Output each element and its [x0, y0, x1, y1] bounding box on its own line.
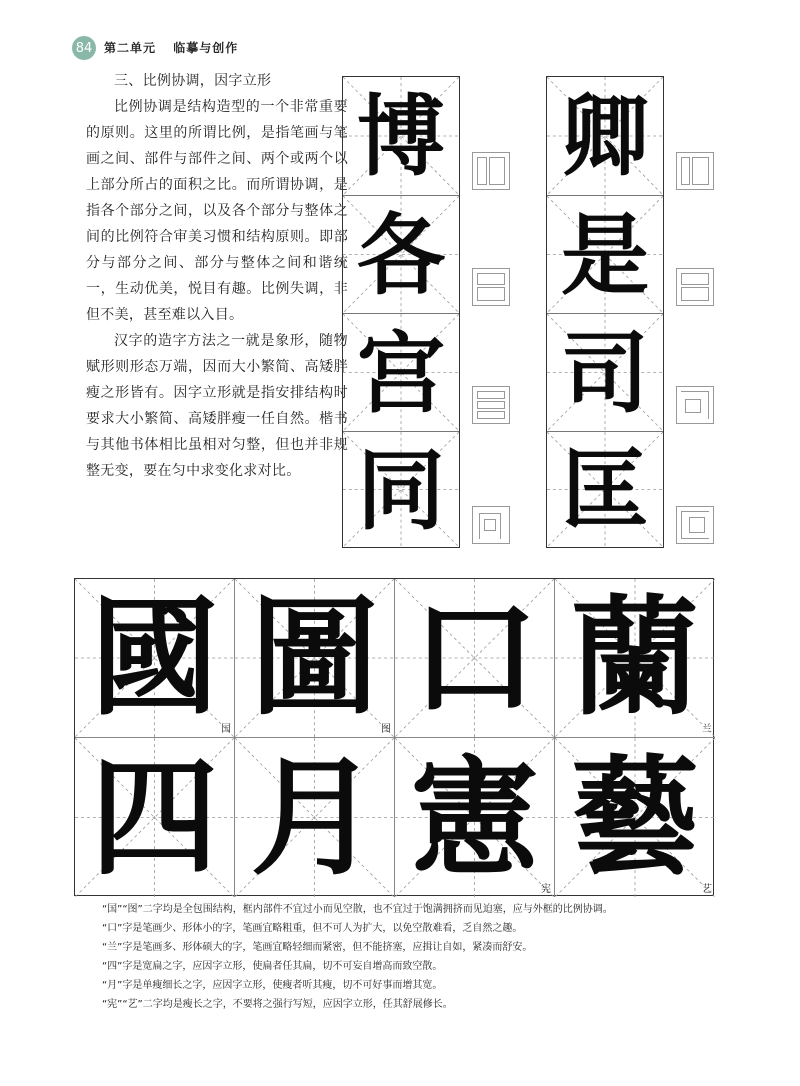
unit-label: 第二单元 — [104, 41, 157, 55]
section-label: 临摹与创作 — [173, 41, 239, 55]
calligraphy-cell — [547, 195, 663, 313]
grid-char: 四 — [90, 742, 219, 893]
simplified-tag: 艺 — [702, 884, 712, 895]
grid-char: 藝 — [570, 742, 699, 893]
simplified-tag: 兰 — [702, 724, 712, 735]
calligraphy-cell — [547, 431, 663, 547]
caption-line: “月”字是单瘦细长之字，应因字立形，使瘦者听其瘦，切不可好事而增其宽。 — [102, 980, 443, 991]
calligraphy-char: 各 — [356, 202, 445, 307]
caption-line: “兰”字是笔画多、形体硕大的字，笔画宜略轻细而紧密，但不能挤塞，应揖让自如，紧凑而舒安。 — [102, 942, 533, 953]
grid-cell — [555, 579, 715, 738]
calligraphy-cell — [547, 77, 663, 195]
simplified-tag: 图 — [381, 724, 391, 735]
calligraphy-grid — [74, 578, 714, 896]
grid-cell — [555, 738, 715, 897]
caption-notes — [102, 900, 722, 1014]
grid-char: 憲 — [410, 742, 539, 893]
simplified-tag: 宪 — [541, 884, 551, 895]
structure-diagram-top-bottom — [472, 268, 510, 306]
calligraphy-char: 司 — [560, 320, 649, 425]
grid-char: 月 — [250, 742, 379, 893]
grid-cell — [75, 579, 235, 738]
section-title: 三、比例协调，因字立形 — [114, 73, 272, 89]
body-text — [86, 68, 348, 484]
grid-cell — [235, 738, 395, 897]
calligraphy-char: 同 — [356, 437, 445, 542]
caption-line: “国”“图”二字均是全包围结构，框内部件不宜过小而见空散，也不宜过于饱满拥挤而见迫塞，应与外框的比例协调。 — [102, 904, 613, 915]
grid-char: 圖 — [250, 583, 379, 733]
structure-diagram-left-enclosed — [676, 506, 714, 544]
structure-diagram-top-bottom — [676, 268, 714, 306]
calligraphy-column-right — [546, 76, 664, 548]
running-header — [104, 39, 238, 56]
calligraphy-cell — [343, 431, 459, 547]
simplified-tag: 国 — [221, 724, 231, 735]
grid-char: 蘭 — [570, 583, 699, 733]
structure-diagram-left-right — [676, 152, 714, 190]
paragraph-2: 汉字的造字方法之一就是象形，随物赋形则形态万端，因而大小繁简、高矮胖瘦之形皆有。因字立形就是指安排结构时要求大小繁简、高矮胖瘦一任自然。楷书与其他书体相比虽相对匀整，但也并非规整无变，要在匀中求变化求对比。 — [86, 333, 348, 479]
calligraphy-char: 是 — [560, 202, 649, 307]
calligraphy-cell — [547, 313, 663, 431]
calligraphy-cell — [343, 195, 459, 313]
structure-diagram-enclosed — [472, 506, 510, 544]
calligraphy-cell — [343, 313, 459, 431]
calligraphy-char: 博 — [356, 84, 445, 188]
grid-cell — [75, 738, 235, 897]
grid-cell — [395, 579, 555, 738]
calligraphy-cell — [343, 77, 459, 195]
grid-char: 國 — [90, 583, 219, 733]
structure-diagram-upper-right-enclosed — [676, 386, 714, 424]
calligraphy-column-left — [342, 76, 460, 548]
calligraphy-char: 宫 — [356, 320, 445, 425]
paragraph-1: 比例协调是结构造型的一个非常重要的原则。这里的所谓比例，是指笔画与笔画之间、部件与部件之间、两个或两个以上部分所占的面积之比。而所谓协调，是指各个部分之间，以及各个部分与整体之间的比例符合审美习惯和结构原则。即部分与部分之间、部分与整体之间和谐统一，生动优美，悦目有趣。比例失调，非但不美，甚至难以入目。 — [86, 99, 348, 323]
grid-char: 口 — [410, 583, 539, 733]
grid-cell — [235, 579, 395, 738]
structure-diagram-three-layer — [472, 386, 510, 424]
page-number: 84 — [72, 36, 96, 60]
caption-line: “口”字是笔画少、形体小的字，笔画宜略粗重，但不可人为扩大，以免空散难看，乏自然之趣。 — [102, 923, 523, 934]
calligraphy-char: 匡 — [560, 437, 649, 542]
structure-diagram-left-right — [472, 152, 510, 190]
grid-cell — [395, 738, 555, 897]
caption-line: “宪”“艺”二字均是瘦长之字，不要将之强行写短，应因字立形，任其舒展修长。 — [102, 999, 453, 1010]
calligraphy-char: 卿 — [560, 84, 649, 188]
caption-line: “四”字是宽扁之字，应因字立形，使扁者任其扁，切不可妄自增高而致空散。 — [102, 961, 443, 972]
